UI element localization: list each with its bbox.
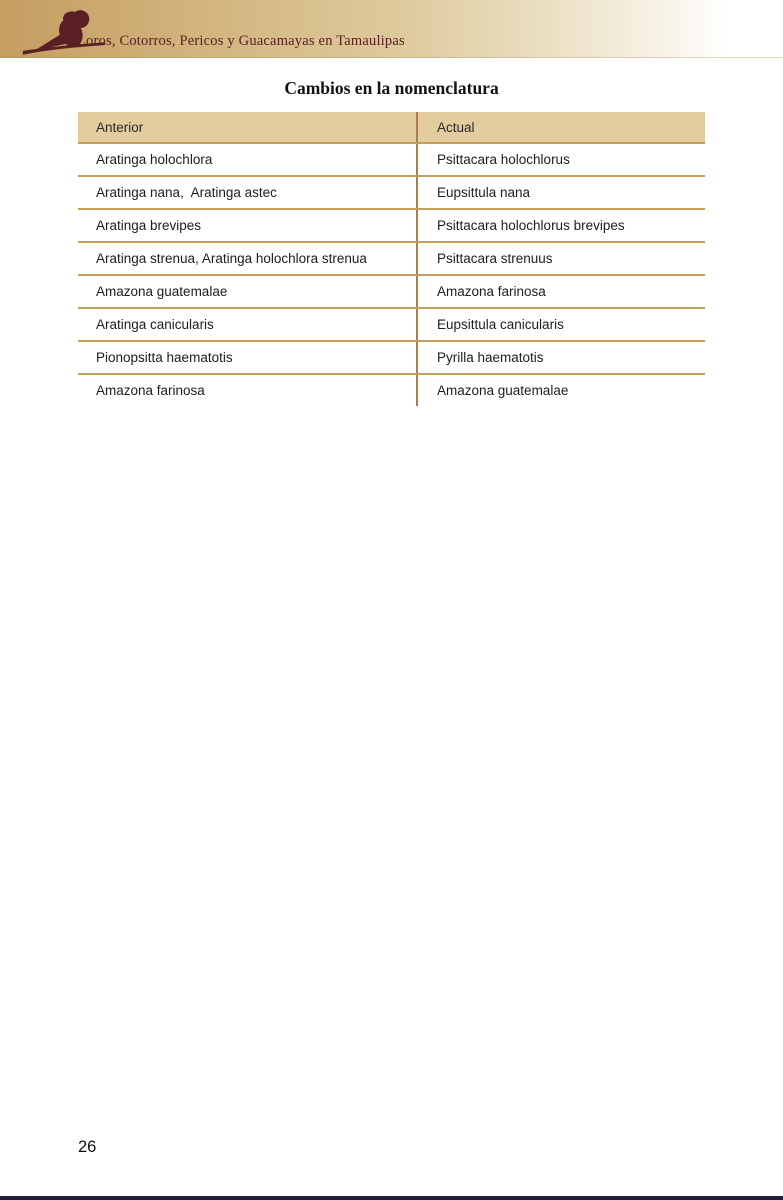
cell-anterior: Aratinga brevipes [78, 210, 418, 241]
table-row [78, 144, 705, 177]
page-number: 26 [78, 1138, 97, 1156]
footer-rule [0, 1196, 783, 1200]
cell-anterior: Aratinga nana, Aratinga astec [78, 177, 418, 208]
table-row [78, 210, 705, 243]
running-header-text: Loros, Cotorros, Pericos y Guacamayas en Tamaulipas [77, 33, 405, 49]
table-row [78, 309, 705, 342]
cell-actual: Pyrilla haematotis [437, 350, 544, 365]
table-row [78, 375, 705, 406]
page-header-band [0, 0, 783, 58]
cell-actual: Psittacara strenuus [437, 251, 553, 266]
cell-actual: Psittacara holochlorus brevipes [437, 218, 625, 233]
column-header-anterior: Anterior [78, 112, 418, 142]
section-title: Cambios en la nomenclatura [284, 78, 499, 98]
table-row [78, 177, 705, 210]
cell-actual: Psittacara holochlorus [437, 152, 570, 167]
cell-actual: Amazona guatemalae [437, 383, 569, 398]
cell-anterior: Aratinga strenua, Aratinga holochlora strenua [78, 243, 418, 274]
cell-anterior: Amazona guatemalae [78, 276, 418, 307]
cell-actual: Eupsittula canicularis [437, 317, 564, 332]
table-row [78, 243, 705, 276]
cell-anterior: Aratinga canicularis [78, 309, 418, 340]
cell-actual: Amazona farinosa [437, 284, 546, 299]
table-row [78, 342, 705, 375]
table-row [78, 276, 705, 309]
cell-anterior: Amazona farinosa [78, 375, 418, 406]
cell-anterior: Aratinga holochlora [78, 144, 418, 175]
cell-anterior: Pionopsitta haematotis [78, 342, 418, 373]
nomenclature-table [78, 112, 705, 406]
column-header-actual: Actual [437, 119, 475, 135]
table-header-row [78, 112, 705, 144]
cell-actual: Eupsittula nana [437, 185, 531, 200]
table-body [78, 144, 705, 406]
